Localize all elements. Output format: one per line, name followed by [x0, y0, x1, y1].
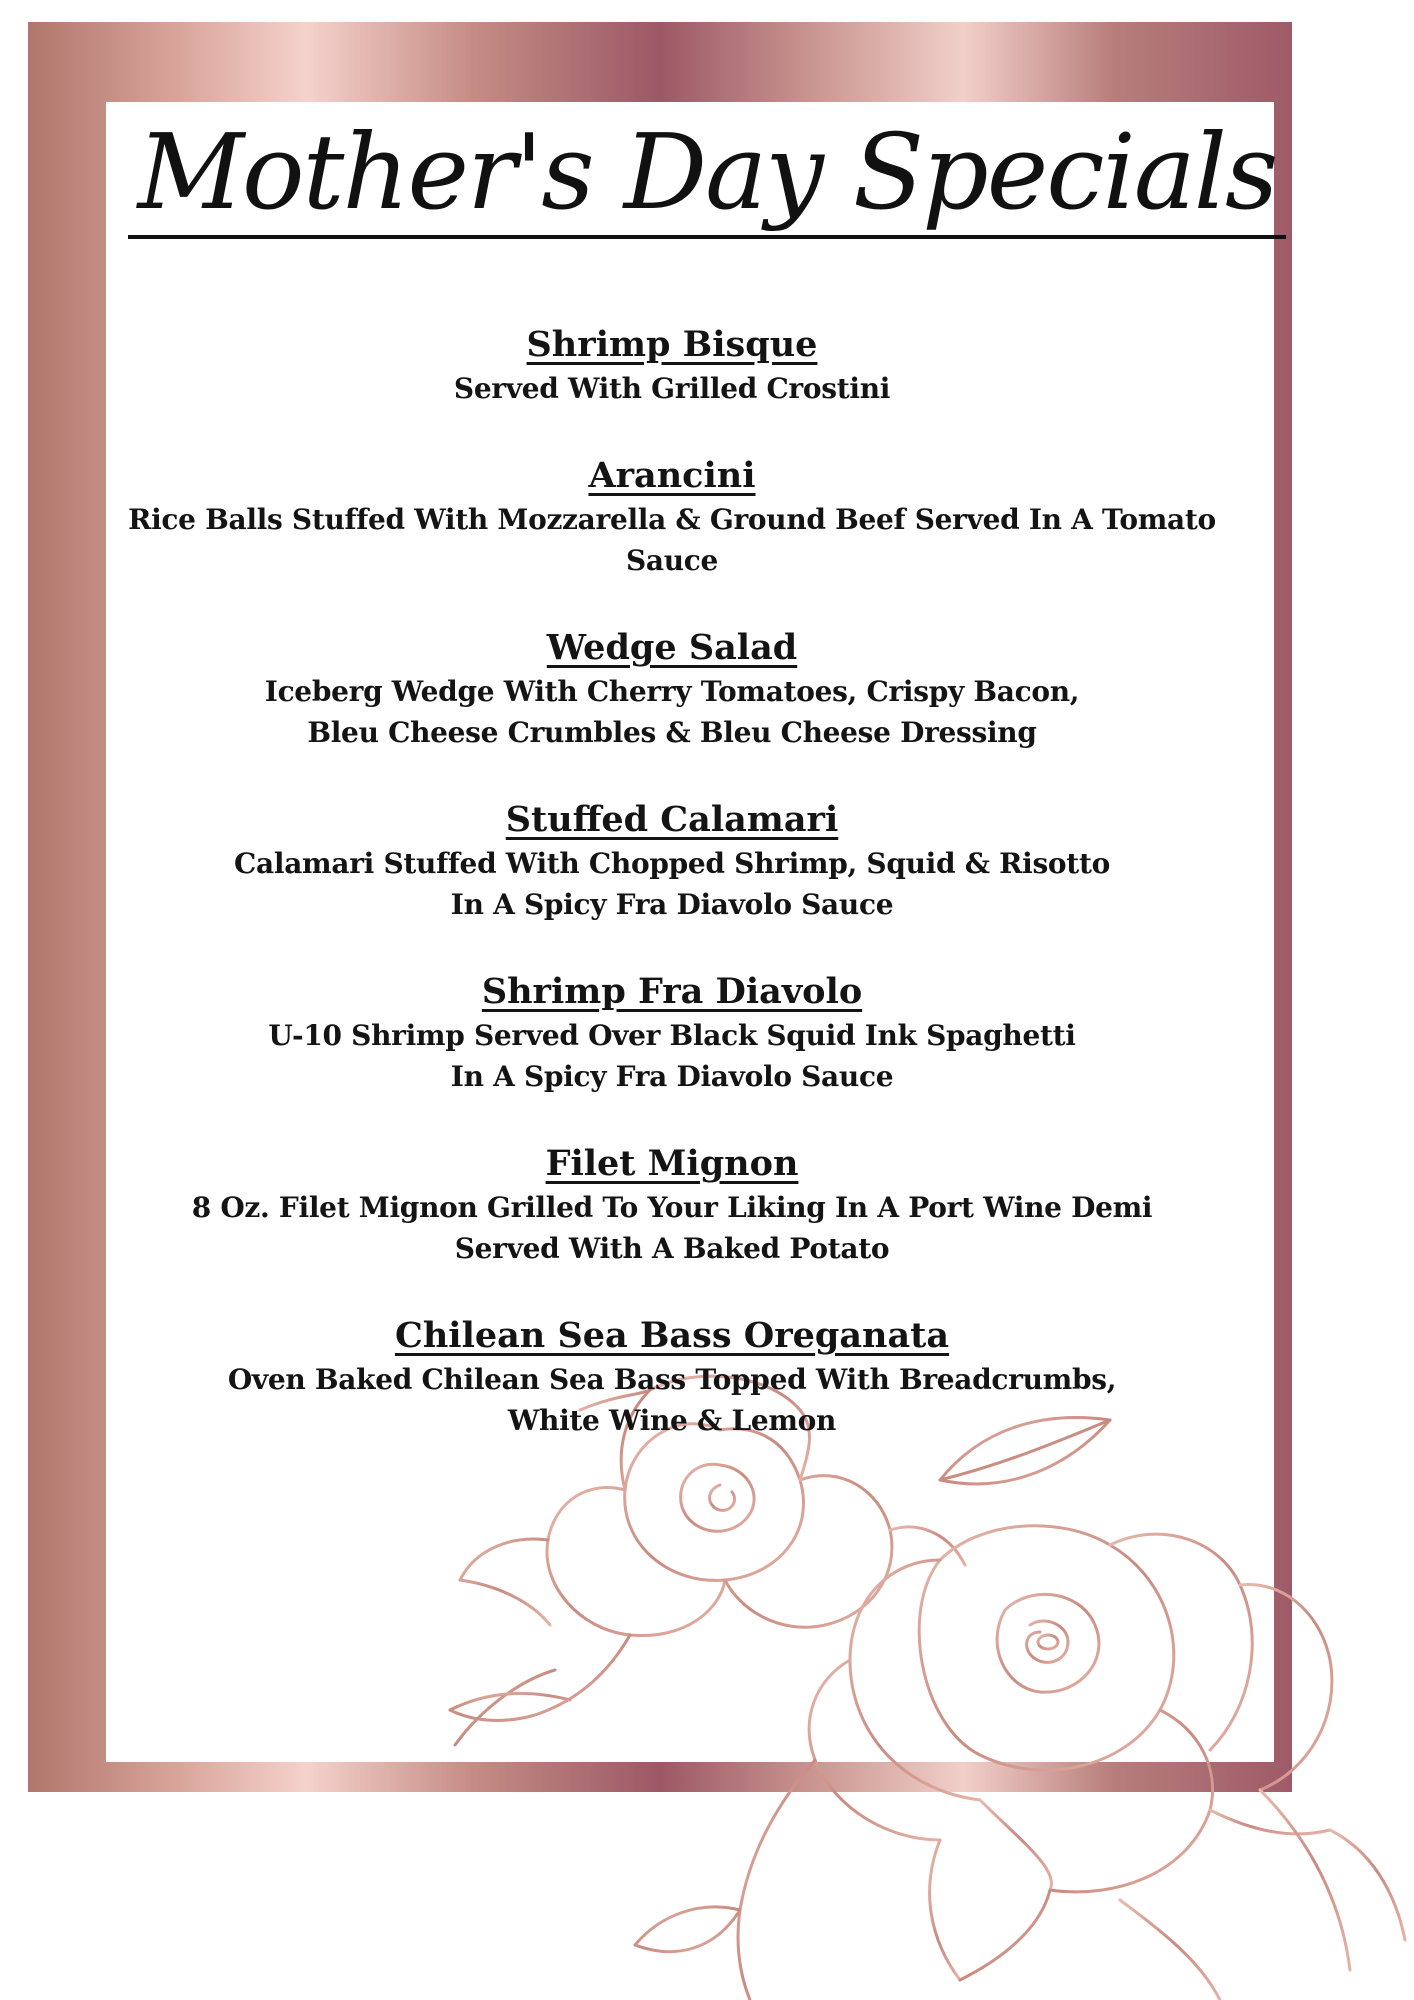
item-name: Shrimp Bisque — [526, 324, 818, 365]
item-description: Oven Baked Chilean Sea Bass Topped With Breadcrumbs, — [227, 1363, 1117, 1396]
menu-item — [110, 797, 1234, 925]
item-name: Wedge Salad — [546, 627, 798, 668]
menu-item — [110, 1141, 1234, 1269]
item-description: In A Spicy Fra Diavolo Sauce — [450, 1060, 894, 1093]
item-description: Iceberg Wedge With Cherry Tomatoes, Crispy Bacon, — [264, 675, 1080, 708]
title-script: Mother's Day Specials — [128, 110, 1287, 239]
item-name: Arancini — [588, 455, 756, 496]
item-description: 8 Oz. Filet Mignon Grilled To Your Liking In A Port Wine Demi — [191, 1191, 1153, 1224]
item-name: Chilean Sea Bass Oreganata — [394, 1315, 950, 1356]
menu-title — [0, 110, 1414, 239]
menu-item — [110, 969, 1234, 1097]
menu-item — [110, 625, 1234, 753]
item-description: Served With Grilled Crostini — [453, 372, 891, 405]
item-description: U-10 Shrimp Served Over Black Squid Ink Spaghetti — [268, 1019, 1076, 1052]
menu-item — [110, 1313, 1234, 1441]
item-description: White Wine & Lemon — [507, 1404, 837, 1437]
item-description: Bleu Cheese Crumbles & Bleu Cheese Dressing — [307, 716, 1037, 749]
specials-list — [110, 322, 1234, 1485]
item-description: Calamari Stuffed With Chopped Shrimp, Squid & Risotto — [234, 847, 1110, 880]
stem-icon — [635, 1760, 1405, 2000]
item-description: Rice Balls Stuffed With Mozzarella & Ground Beef Served In A Tomato Sauce — [128, 503, 1216, 577]
rose-right-icon — [809, 1526, 1332, 1892]
item-name: Filet Mignon — [545, 1143, 799, 1184]
item-name: Shrimp Fra Diavolo — [481, 971, 863, 1012]
menu-item — [110, 453, 1234, 581]
item-description: Served With A Baked Potato — [454, 1232, 890, 1265]
item-description: In A Spicy Fra Diavolo Sauce — [450, 888, 894, 921]
menu-item — [110, 322, 1234, 409]
item-name: Stuffed Calamari — [505, 799, 839, 840]
